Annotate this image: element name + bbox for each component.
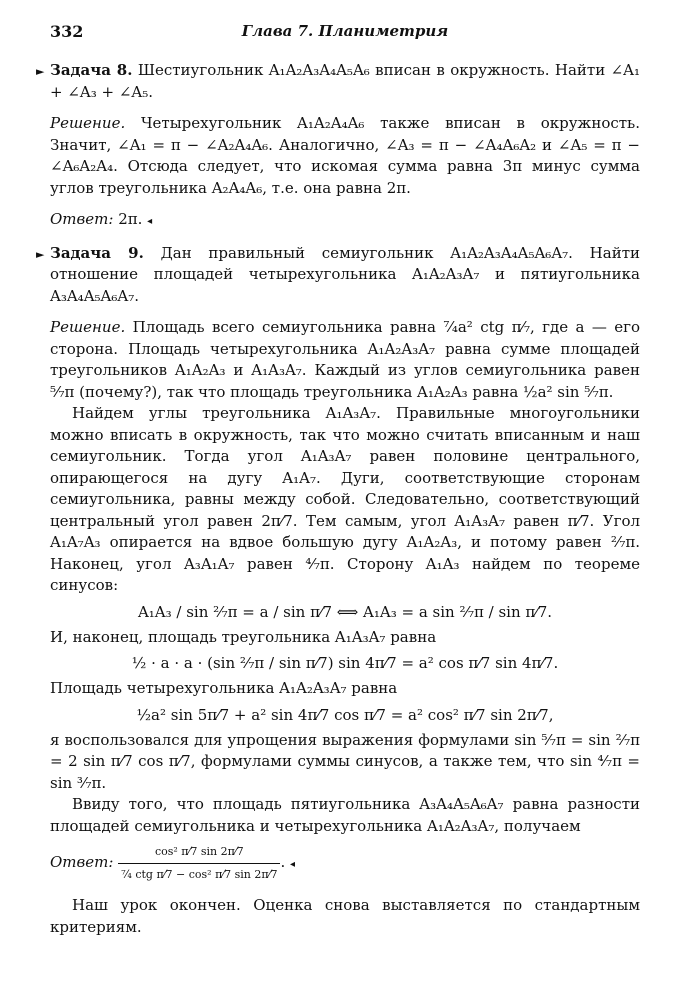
solution-label: Решение. [50,114,126,132]
formula-quadrilateral-area: ½a² sin 5π⁄7 + a² sin 4π⁄7 cos π⁄7 = a² cos² π⁄7 sin 2π⁄7, [136,705,554,724]
answer-numerator: cos² π⁄7 sin 2π⁄7 [118,841,280,864]
bullet-icon: ► [36,65,45,78]
formula-triangle-area: ½ · a · a · (sin ²⁄₇π / sin π⁄7) sin 4π⁄7 = a² cos π⁄7 sin 4π⁄7. [131,654,559,672]
problem-9-solution-p1 [50,317,640,403]
answer-denominator: ⁷⁄₄ ctg π⁄7 − cos² π⁄7 sin 2π⁄7 [121,867,278,881]
problem-9-title: Задача 9. [50,243,144,262]
page [36,22,640,938]
solution-label: Решение. [50,318,126,336]
bullet-icon: ► [36,247,45,261]
answer-tail: . [280,853,286,871]
answer-text: 2π. [118,210,143,228]
problem-9-solution-p4: Площадь четырехугольника A₁A₂A₃A₇ равна [50,679,398,697]
problem-9-statement [36,243,640,308]
problem-8-answer [50,209,640,233]
end-mark-icon: ◂ [290,859,296,870]
problem-8-solution [50,113,640,199]
answer-fraction [118,841,280,885]
problem-8-text: Шестиугольник A₁A₂A₃A₄A₅A₆ вписан в окружность. Найти ∠A₁ + ∠A₃ + ∠A₅. [50,61,640,101]
problem-9-solution-p6: Ввиду того, что площадь пятиугольника A₃A₄A₅A₆A₇ равна разности площадей семиугольника и четырехугольника A₁A₂A₃A₇, получаем [50,795,640,835]
answer-label: Ответ: [50,853,114,871]
end-mark-icon: ◂ [147,216,153,227]
formula-sine-law: A₁A₃ / sin ²⁄₇π = a / sin π⁄7 ⟺ A₁A₃ = a sin ²⁄₇π / sin π⁄7. [137,602,553,621]
answer-label: Ответ: [50,210,114,228]
chapter-title: Глава 7. Планиметрия [241,22,449,40]
page-number: 332 [50,22,84,41]
solution-text: Четырехугольник A₁A₂A₄A₆ также вписан в окружность. Значит, ∠A₁ = π − ∠A₂A₄A₆. Аналогично, ∠A₃ = π − ∠A₄A₆A₂ и ∠A₅ = π − ∠A₆A₂A₄. Отсюда следует, что искомая сумма равна 3π минус сумма углов треугольника A₂A₄A₆, т.е. она равна 2π. [50,114,640,197]
problem-9-answer [50,841,640,885]
problem-9-text: Дан правильный семиугольник A₁A₂A₃A₄A₅A₆A₇. Найти отношение площадей четырехугольника A₁A₂A₃A₇ и пятиугольника A₃A₄A₅A₆A₇. [50,243,640,305]
solution-text: Площадь всего семиугольника равна ⁷⁄₄a² ctg π⁄₇, где a — его сторона. Площадь четырехугольника A₁A₂A₃A₇ равна сумме площадей треугольников A₁A₂A₃ и A₁A₃A₇. Каждый из углов семиугольника равен ⁵⁄₇π (почему?), так что площадь треугольника A₁A₂A₃ равна ½a² sin ⁵⁄₇π. [50,318,640,401]
problem-8-statement [36,60,640,103]
problem-9-solution-p2: Найдем углы треугольника A₁A₃A₇. Правильные многоугольники можно вписать в окружность, так что можно считать вписанным и наш семиугольник. Тогда угол A₁A₃A₇ равен половине центрального, опирающегося на дугу A₁A₇. Дуги, соответствующие сторонам семиугольника, равны между собой. Следовательно, соответствующий центральный угол равен 2π⁄7. Тем самым, угол A₁A₃A₇ равен π⁄7. Угол A₁A₇A₃ опирается на вдвое большую дугу A₁A₂A₃, и потому равен ²⁄₇π. Наконец, угол A₃A₁A₇ равен ⁴⁄₇π. Сторону A₁A₃ найдем по теореме синусов: [50,404,640,594]
page-header [50,22,640,50]
closing-paragraph: Наш урок окончен. Оценка снова выставляется по стандартным критериям. [50,896,640,936]
problem-9-solution-p5: я воспользовался для упрощения выражения формулами sin ⁵⁄₇π = sin ²⁄₇π = 2 sin π⁄7 cos π⁄7, формулами суммы синусов, а также тем, что sin ⁴⁄₇π = sin ³⁄₇π. [50,730,640,792]
problem-9-solution-p3: И, наконец, площадь треугольника A₁A₃A₇ равна [50,627,437,646]
problem-8-title: Задача 8. [50,61,133,79]
